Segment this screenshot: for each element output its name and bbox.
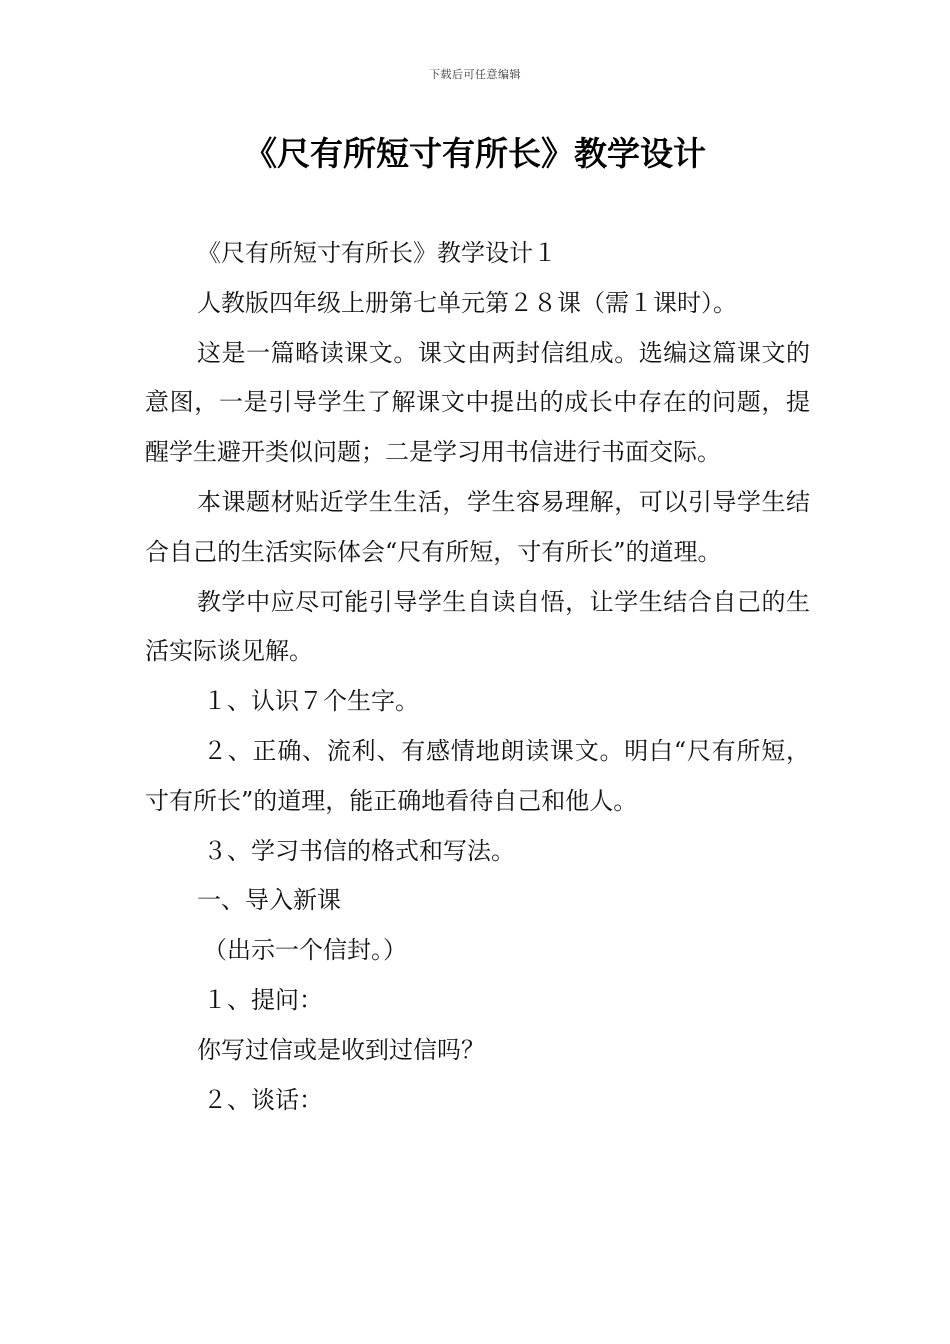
paragraph-edition: 人教版四年级上册第七单元第２８课（需１课时）。 [197, 288, 737, 317]
paragraph-subtitle: 《尺有所短寸有所长》教学设计１ [197, 239, 557, 267]
header-note: 下载后可任意编辑 [429, 68, 521, 81]
step-item-2: ２、谈话： [203, 1085, 323, 1114]
goal-item-1: １、认识７个生字。 [203, 687, 419, 716]
paragraph-method: 教学中应尽可能引导学生自读自悟，让学生结合自己的生活实际谈见解。 [145, 587, 810, 666]
paragraph-show-envelope: （出示一个信封。） [203, 936, 407, 965]
goal-item-3: ３、学习书信的格式和写法。 [203, 836, 515, 865]
step-item-1: １、提问： [203, 985, 323, 1014]
document-body [145, 229, 810, 1125]
paragraph-material: 本课题材贴近学生生活，学生容易理解，可以引导学生结合自己的生活实际体会“尺有所短，寸有所长”的道理。 [145, 487, 810, 566]
paragraph-intro: 这是一篇略读课文。课文由两封信组成。选编这篇课文的意图，一是引导学生了解课文中提出的成长中存在的问题，提醒学生避开类似问题；二是学习用书信进行书面交际。 [145, 338, 810, 467]
document-title: 《尺有所短寸有所长》教学设计 [244, 134, 706, 173]
goal-item-2: ２、正确、流利、有感情地朗读课文。明白“尺有所短，寸有所长”的道理，能正确地看待自己和他人。 [145, 736, 810, 815]
paragraph-question: 你写过信或是收到过信吗？ [197, 1035, 485, 1064]
section-heading: 一、导入新课 [197, 886, 341, 915]
